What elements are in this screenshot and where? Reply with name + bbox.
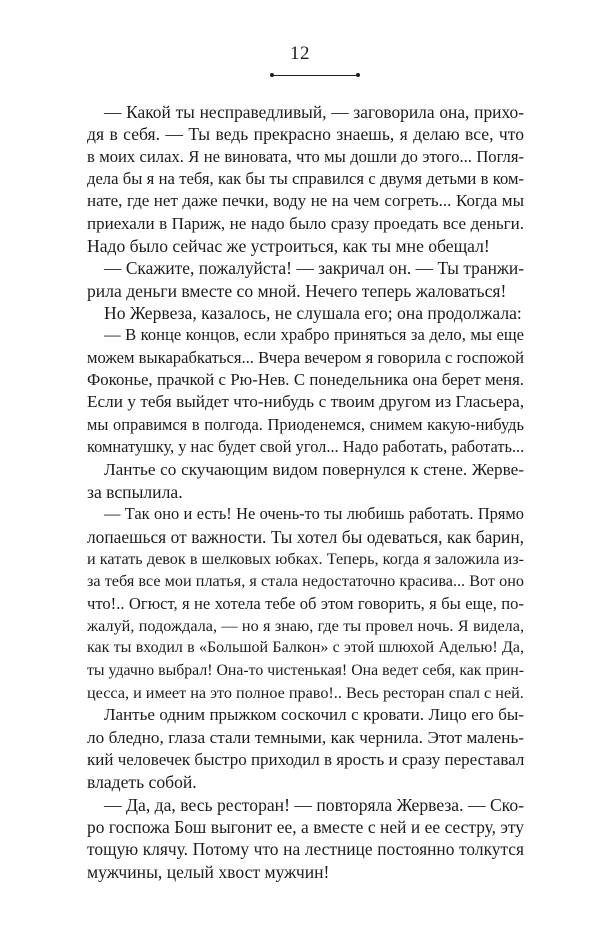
text-line: — Какой ты несправедливый, — заговорила она, прихо- bbox=[104, 102, 524, 122]
paragraph bbox=[87, 503, 524, 704]
text-line: что!.. Огюст, я не хотела тебе об этом говорить, я бы еще, по- bbox=[87, 593, 524, 613]
text-line: — В конце концов, если храбро приняться за дело, мы еще bbox=[104, 325, 524, 345]
paragraph bbox=[87, 257, 524, 302]
text-line: Если у тебя выйдет что-нибудь с твоим другом из Гласьера, bbox=[87, 392, 524, 412]
text-line: цесса, и имеет на это полное право!.. Весь ресторан спал с ней. bbox=[87, 683, 524, 702]
text-line: за вспылила. bbox=[87, 481, 183, 502]
text-line: дя в себя. — Ты ведь прекрасно знаешь, я делаю все, что bbox=[87, 124, 524, 145]
text-line: — Скажите, пожалуйста! — закричал он. — Ты транжи- bbox=[104, 258, 524, 279]
paragraph bbox=[87, 459, 524, 504]
text-line: мы оправимся в полгода. Приоденемся, снимем какую-нибудь bbox=[87, 414, 524, 434]
text-line: жалуй, подождала, — но я знаю, где ты провел ночь. Я видела, bbox=[87, 616, 524, 635]
text-line: рила деньги вместе со мной. Нечего теперь жаловаться! bbox=[87, 280, 507, 301]
text-line: можем выкарабкаться... Вчера вечером я говорила с госпожой bbox=[87, 347, 525, 367]
text-line: Но Жервеза, казалось, не слушала его; она продолжала: bbox=[104, 303, 522, 324]
paragraph bbox=[87, 302, 524, 324]
text-line: нате, где нет даже печки, воду не на чем согреть... Когда мы bbox=[87, 191, 524, 211]
text-line: ты удачно выбрал! Она-то чистенькая! Она ведет себя, как прин- bbox=[87, 661, 524, 679]
paragraph bbox=[87, 704, 524, 793]
text-line: владеть собой. bbox=[87, 772, 197, 793]
paragraph bbox=[87, 101, 524, 257]
text-line: лопаешься от важности. Ты хотел бы одеваться, как барин, bbox=[87, 526, 524, 547]
text-line: в моих силах. Я не виновата, что мы дошли до этого... Погля- bbox=[87, 146, 524, 166]
text-line: ло бледно, глаза стали темными, как чернила. Этот малень- bbox=[87, 727, 524, 747]
text-line: Надо было сейчас же устроиться, как ты мне обещал! bbox=[87, 236, 490, 257]
text-line: тощую клячу. Потому что на лестнице постоянно толкутся bbox=[87, 839, 524, 860]
header-ornament-rule bbox=[273, 75, 357, 76]
text-line: и катать девок в шелковых юбках. Теперь, когда я заложила из- bbox=[87, 549, 524, 568]
text-line: Лантье со скучающим видом повернулся к стене. Жерве- bbox=[104, 459, 524, 479]
text-line: мужчины, целый хвост мужчин! bbox=[87, 861, 330, 882]
text-line: — Так оно и есть! Не очень-то ты любишь работать. Прямо bbox=[104, 504, 524, 524]
text-line: ро госпожа Бош выгонит ее, а вместе с ней и ее сестру, эту bbox=[87, 817, 524, 837]
body-text bbox=[87, 101, 524, 883]
text-line: Лантье одним прыжком соскочил с кровати. Лицо его бы- bbox=[104, 705, 524, 725]
text-line: дела бы я на тебя, как бы ты справился с двумя детьми в ком- bbox=[87, 169, 524, 189]
text-line: Фоконье, прачкой с Рю-Нев. С понедельника она берет меня. bbox=[87, 370, 524, 390]
paragraph bbox=[87, 794, 524, 883]
text-line: приехали в Париж, не надо было сразу проедать все деньги. bbox=[87, 213, 524, 233]
text-line: комнатушку, у нас будет свой угол... Надо работать, работать... bbox=[87, 437, 525, 457]
page-number: 12 bbox=[290, 43, 310, 64]
text-line: за тебя все мои платья, я стала недостаточно красива... Вот оно bbox=[87, 572, 524, 591]
text-line: — Да, да, весь ресторан! — повторяла Жервеза. — Ско- bbox=[104, 794, 524, 815]
text-line: кий человечек быстро приходил в ярость и сразу переставал bbox=[87, 749, 525, 769]
paragraph bbox=[87, 324, 524, 458]
text-line: как ты входил в «Большой Балкон» с этой шлюхой Аделью! Да, bbox=[87, 639, 524, 657]
